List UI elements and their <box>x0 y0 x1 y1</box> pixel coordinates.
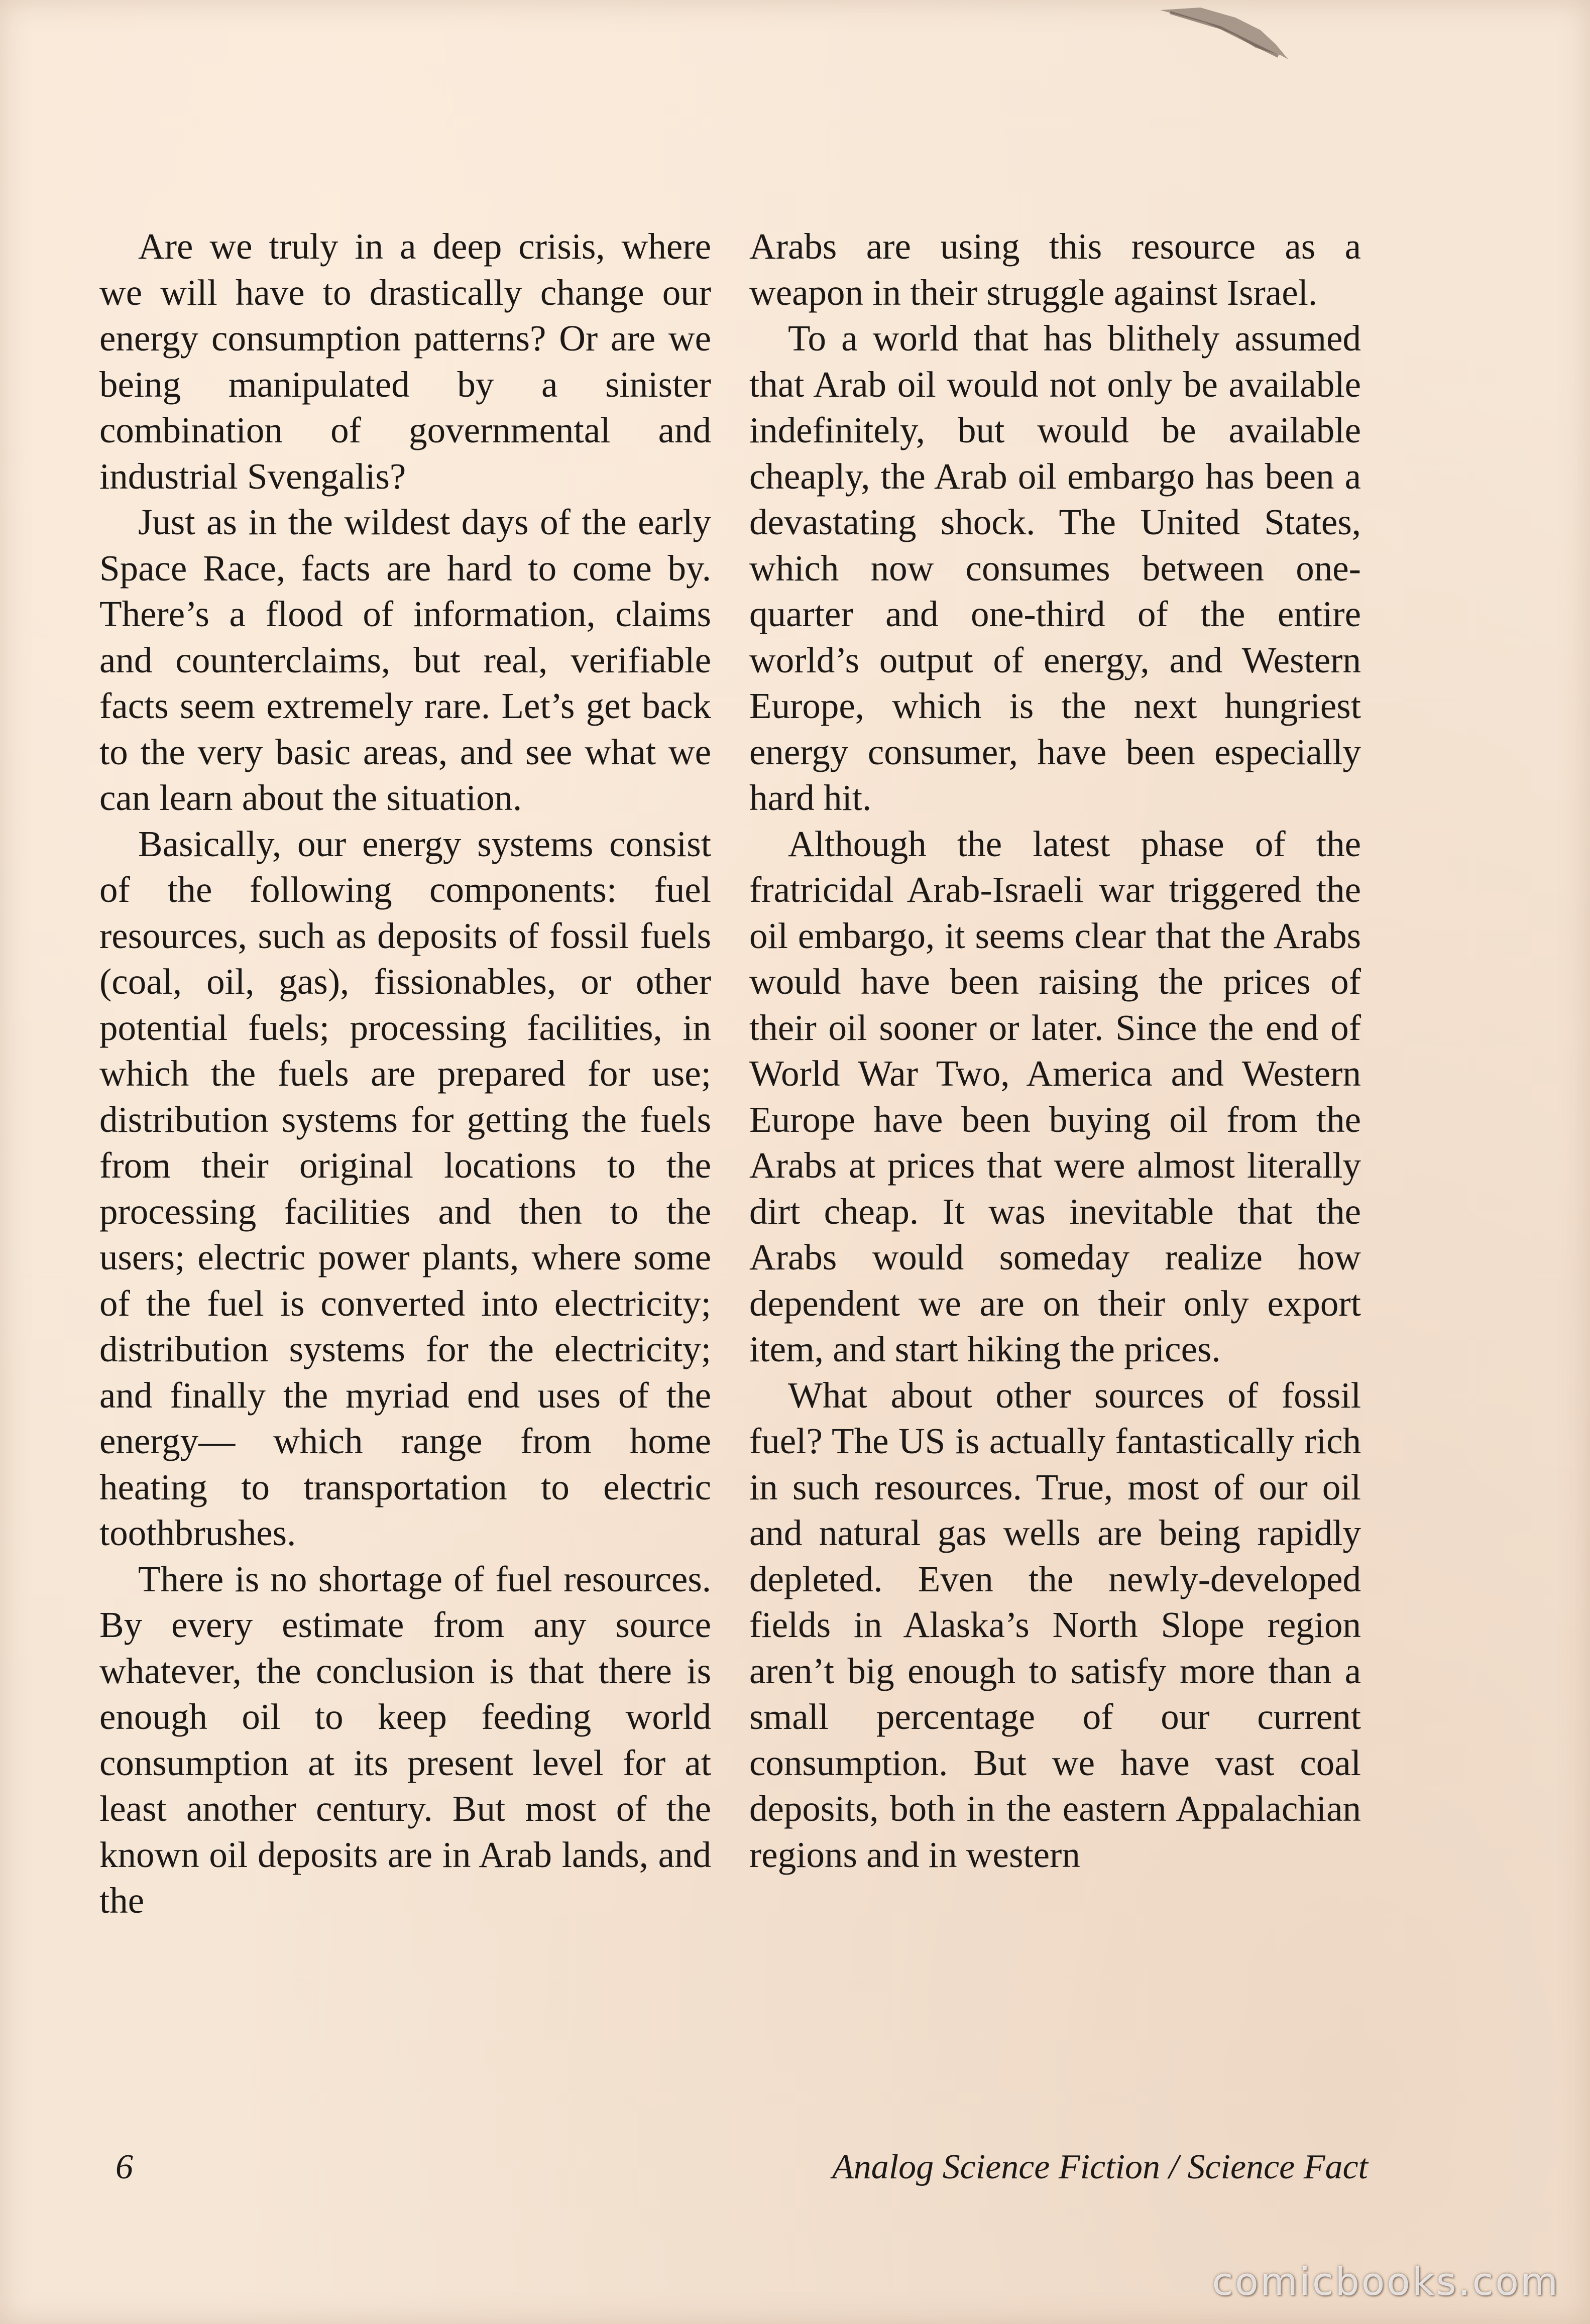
left-paragraph-4: There is no shortage of fuel resources. By every estimate from any source whatever, the conclusion is that there is enough oil to keep feeding world consumption at its present level for at least another century. But most of the known oil deposits are in Arab lands, and the <box>99 1558 711 1921</box>
watermark: comicbooks.com <box>1212 2259 1560 2304</box>
right-paragraph-2: To a world that has blithely assumed that Arab oil would not only be available indefinitely, but would be available cheaply, the Arab oil embargo has been a devastating shock. The United States, which now consumes between one-quarter and one-third of the entire world’s output of energy, and Western Europe, which is the next hungriest energy consumer, have been especially hard hit. <box>749 318 1361 818</box>
right-paragraph-3: Although the latest phase of the fratricidal Arab-Israeli war triggered the oil embargo, it seems clear that the Arabs would have been raising the prices of their oil sooner or later. Since the end of World War Two, America and Western Europe have been buying oil from the Arabs at prices that were almost literally dirt cheap. It was inevitable that the Arabs would someday realize how dependent we are on their only export item, and start hiking the prices. <box>749 823 1361 1369</box>
running-foot: Analog Science Fiction / Science Fact <box>832 2148 1368 2186</box>
left-paragraph-1: Are we truly in a deep crisis, where we will have to drastically change our energy consumption patterns? Or are we being manipulated by a sinister combination of governmental and industrial Svengalis? <box>99 226 711 497</box>
page-number: 6 <box>116 2148 133 2186</box>
right-paragraph-1: Arabs are using this resource as a weapon in their struggle against Israel. <box>749 226 1361 313</box>
torn-corner-mark <box>1160 0 1291 75</box>
left-paragraph-3: Basically, our energy systems consist of the following components: fuel resources, such as deposits of fossil fuels (coal, oil, gas), fissionables, or other potential fuels; processing facilities, in which the fuels are prepared for use; distribution systems for getting the fuels from their original locations to the processing facilities and then to the users; electric power plants, where some of the fuel is converted into electricity; distribution systems for the electricity; and finally the myriad end uses of the energy— which range from home heating to transportation to electric toothbrushes. <box>99 823 711 1553</box>
article-left-column <box>99 223 711 1924</box>
article-right-column <box>749 223 1361 1878</box>
right-paragraph-4: What about other sources of fossil fuel? The US is actually fantastically rich in such resources. True, most of our oil and natural gas wells are being rapidly depleted. Even the newly-developed fields in Alaska’s North Slope region aren’t big enough to satisfy more than a small percentage of our current consumption. But we have vast coal deposits, both in the eastern Appalachian regions and in western <box>749 1374 1361 1875</box>
left-paragraph-2: Just as in the wildest days of the early Space Race, facts are hard to come by. There’s a flood of information, claims and counterclaims, but real, verifiable facts seem extremely rare. Let’s get back to the very basic areas, and see what we can learn about the situation. <box>99 502 711 818</box>
